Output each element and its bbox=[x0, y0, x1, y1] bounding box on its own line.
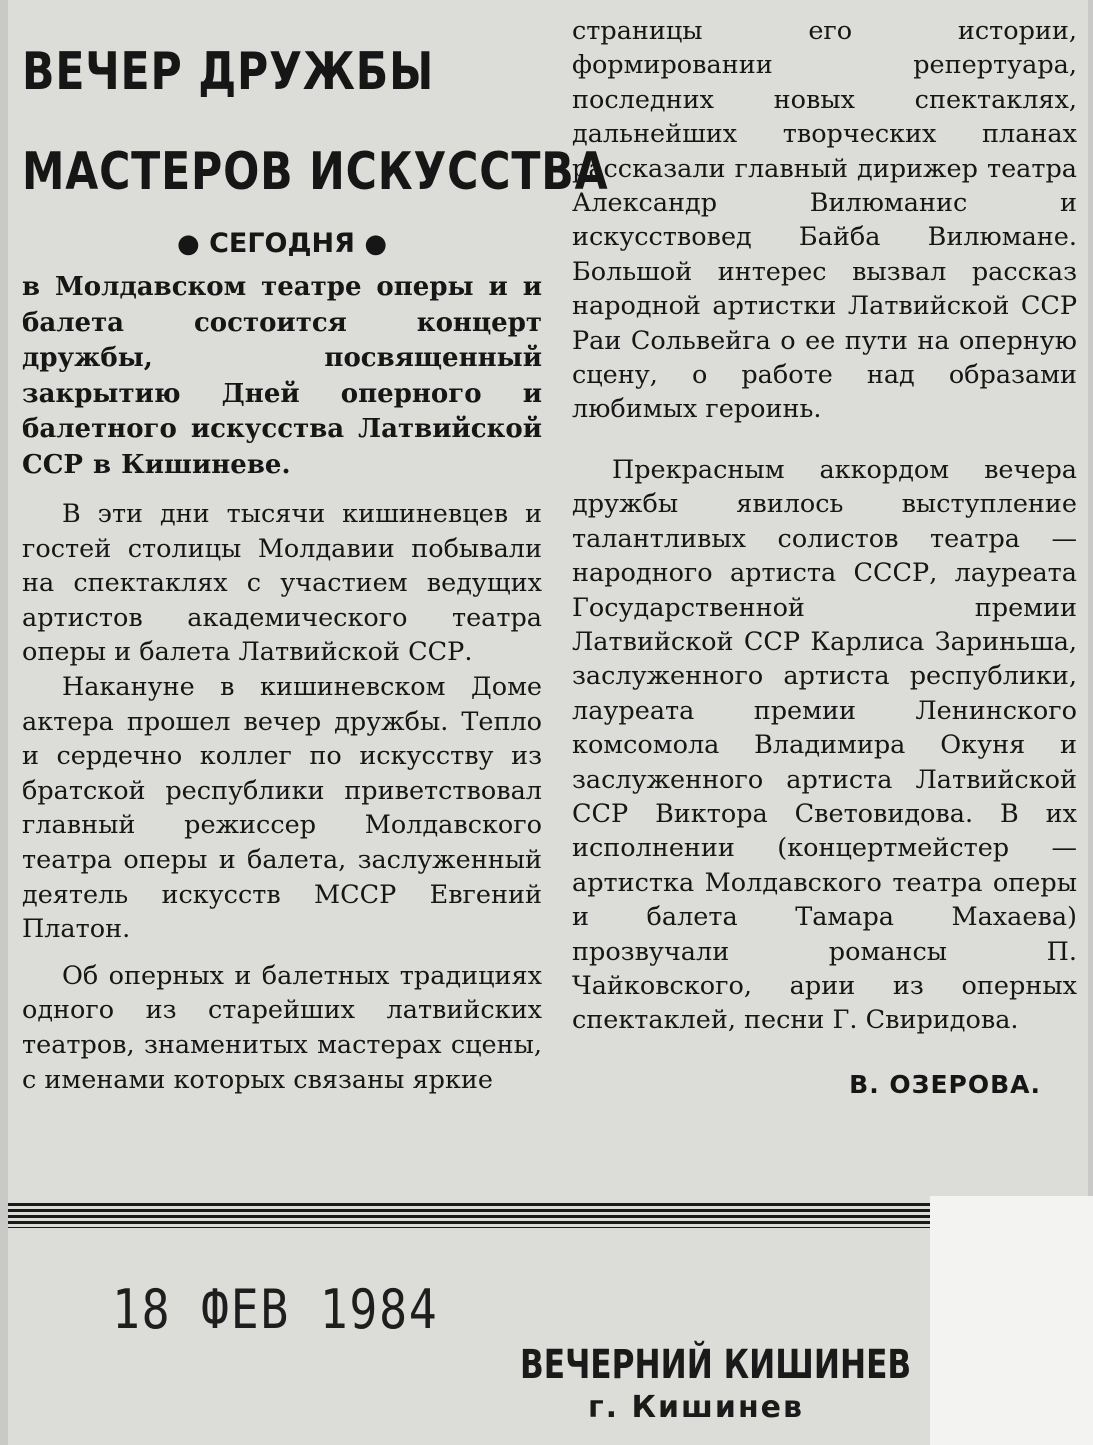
body-paragraph-4: страницы его истории, формировании репертуара, последних новых спектаклях, дальнейших творческих планах рассказали главный дирижер театра Александр Вилюманис и искусствовед Байба Вилюмане. Большой интерес вызвал рассказ народной артистки Латвийской ССР Раи Сольвейга о ее пути на оперную сцену, о работе над образами любимых героинь. bbox=[572, 16, 1077, 425]
right-column bbox=[572, 14, 1077, 1099]
backing-paper bbox=[930, 1196, 1093, 1445]
divider-rule bbox=[8, 1203, 930, 1228]
body-paragraph-5: Прекрасным аккордом вечера дружбы явилось выступление талантливых солистов театра — народного артиста СССР, лауреата Государственной премии Латвийской ССР Карлиса Зариньша, заслуженного артиста республики, лауреата премии Ленинского комсомола Владимира Окуня и заслуженного артиста Латвийской ССР Виктора Световидова. В их исполнении (концертмейстер — артистка Молдавского театра оперы и балета Тамара Махаева) прозвучали романсы П. Чайковского, арии из оперных спектаклей, песни Г. Свиридова. bbox=[572, 454, 1077, 1036]
kicker-text: СЕГОДНЯ bbox=[209, 228, 355, 259]
body-paragraph-3: Об оперных и балетных традициях одного из старейших латвийских театров, знаменитых мастерах сцены, с именами которых связаны яркие bbox=[22, 960, 542, 1095]
date-stamp: 18 ФЕВ 1984 bbox=[112, 1278, 439, 1341]
body-paragraph-1: В эти дни тысячи кишиневцев и гостей столицы Молдавии побывали на спектаклях с участием ведущих артистов академического театра оперы и балета Латвийской ССР. bbox=[22, 499, 542, 668]
left-column bbox=[22, 22, 609, 1097]
newspaper-stamp: ВЕЧЕРНИЙ КИШИНЕВ bbox=[520, 1342, 912, 1388]
lead-paragraph: в Молдавском театре оперы и и балета состоится концерт дружбы, посвященный закрытию Дней оперного и балетного искусства Латвийской ССР в Кишиневе. bbox=[22, 272, 542, 480]
kicker bbox=[22, 224, 542, 264]
body-paragraph-2: Накануне в кишиневском Доме актера прошел вечер дружбы. Тепло и сердечно коллег по искусству из братской республики приветствовал главный режиссер Молдавского театра оперы и балета, заслуженный деятель искусств МССР Евгений Платон. bbox=[22, 671, 542, 945]
bullet-right-icon: ● bbox=[364, 229, 388, 259]
headline-line-2: МАСТЕРОВ ИСКУССТВА bbox=[22, 142, 609, 202]
headline-line-1: ВЕЧЕР ДРУЖБЫ bbox=[22, 42, 435, 102]
city-stamp: г. Кишинев bbox=[588, 1390, 804, 1425]
author-signature: В. ОЗЕРОВА. bbox=[849, 1069, 1041, 1099]
bullet-left-icon: ● bbox=[176, 229, 200, 259]
